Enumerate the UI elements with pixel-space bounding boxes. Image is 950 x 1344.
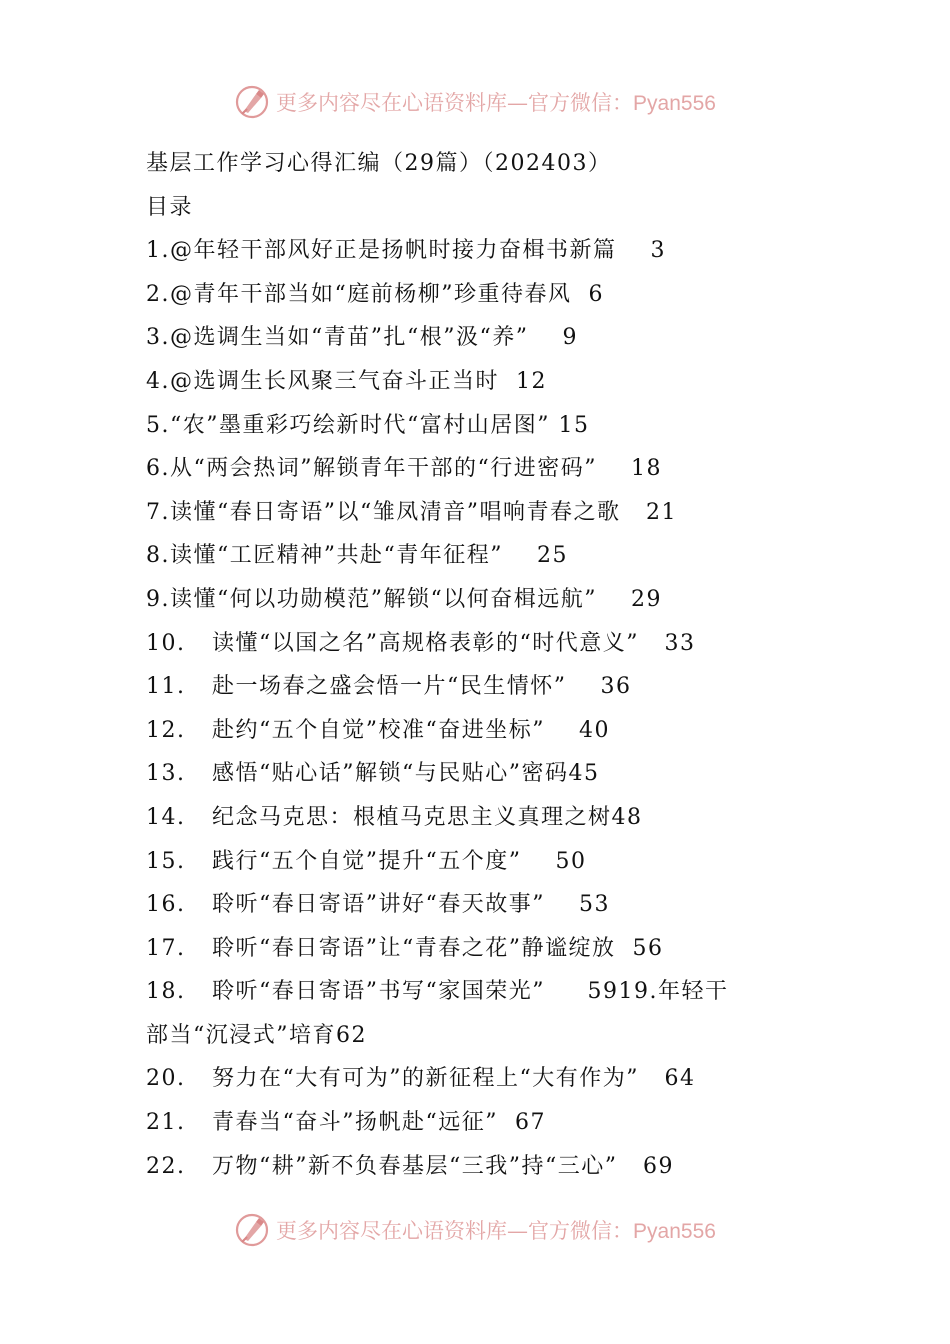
footer-watermark-text: 更多内容尽在心语资料库—官方微信：Pyan556: [276, 1219, 716, 1243]
toc-entry[interactable]: [146, 1145, 806, 1189]
toc-entry-page-number: 62: [336, 1022, 367, 1048]
toc-entry[interactable]: [146, 840, 806, 884]
toc-entry[interactable]: [146, 534, 806, 578]
toc-entry-gap: [498, 1101, 515, 1145]
toc-entry-gap: [499, 360, 516, 404]
toc-entry-page-number: 33: [664, 630, 696, 656]
toc-entry-number: 4.: [146, 368, 170, 394]
toc-entry-page-number: 56: [632, 935, 664, 961]
toc-entry-page-number: 67: [515, 1110, 546, 1136]
toc-entry-number: 8.: [146, 543, 170, 569]
toc-entry[interactable]: [146, 622, 806, 666]
toc-entry-number: 11.: [146, 674, 186, 700]
toc-entry-title: 赴一场春之盛会悟一片“民生情怀”: [212, 674, 567, 700]
toc-entry-title: 聆听“春日寄语”让“青春之花”静谧绽放: [212, 935, 616, 961]
toc-entry-title: 青春当“奋斗”扬帆赴“远征”: [212, 1110, 498, 1136]
toc-entry-gap: [639, 622, 664, 666]
toc-entry-title: @青年干部当如“庭前杨柳”珍重待春风: [170, 281, 572, 307]
toc-entry[interactable]: [146, 883, 806, 927]
toc-entry-title: 读懂“春日寄语”以“雏凤清音”唱响青春之歌: [170, 499, 621, 525]
toc-entry-number: 17.: [146, 935, 186, 961]
toc-entry-title: 万物“耕”新不负春基层“三我”持“三心”: [212, 1153, 618, 1179]
toc-entry-number: 3.: [146, 325, 170, 351]
header-watermark-text: 更多内容尽在心语资料库—官方微信：Pyan556: [276, 91, 716, 115]
footer-watermark-inner: [234, 1212, 716, 1248]
toc-entry[interactable]: [146, 709, 806, 753]
toc-entry-page-number: 18: [630, 456, 662, 482]
toc-entry-title: 读懂“工匠精神”共赴“青年征程”: [170, 543, 503, 569]
toc-entry-title: “农”墨重彩巧绘新时代“富村山居图”: [170, 412, 550, 438]
toc-entry[interactable]: [146, 1014, 806, 1058]
toc-entry-number: 6.: [146, 456, 170, 482]
toc-entry[interactable]: [146, 665, 806, 709]
toc-entry-page-number: 36: [600, 674, 632, 700]
toc-entry-gap: [639, 1057, 664, 1101]
document-body: [146, 142, 806, 1188]
toc-entry-number: 7.: [146, 499, 170, 525]
toc-entry-page-number: 15: [558, 412, 590, 438]
footer-watermark-banner: [0, 1208, 950, 1252]
toc-entry-title: 读懂“何以功勋模范”解锁“以何奋楫远航”: [170, 586, 597, 612]
toc-entry[interactable]: [146, 491, 806, 535]
toc-entry-gap: [545, 709, 579, 753]
toc-entry-gap: [616, 927, 633, 971]
toc-entry-gap: [597, 447, 631, 491]
toc-entry[interactable]: [146, 316, 806, 360]
toc-entry-page-number: 64: [664, 1066, 696, 1092]
toc-entry-page-number: 3: [650, 238, 666, 264]
toc-entry-number: 1.: [146, 238, 170, 264]
toc-entry-title: 践行“五个自觉”提升“五个度”: [212, 848, 522, 874]
toc-heading: 目录: [146, 194, 194, 220]
toc-entry-page-number: 25: [536, 543, 568, 569]
toc-entry-number: 2.: [146, 281, 170, 307]
toc-entry-gap: [572, 273, 589, 317]
toc-entry-number: 22.: [146, 1153, 186, 1179]
toc-entry-number: 12.: [146, 717, 186, 743]
toc-entry-gap: [545, 883, 579, 927]
toc-entry-number: 13.: [146, 761, 186, 787]
toc-entry-number: 9.: [146, 586, 170, 612]
toc-entry-gap: [503, 534, 537, 578]
toc-entry[interactable]: [146, 927, 806, 971]
toc-entry-title: 赴约“五个自觉”校准“奋进坐标”: [212, 717, 545, 743]
toc-entry-number: 18.: [146, 979, 186, 1005]
toc-entry[interactable]: [146, 578, 806, 622]
toc-entry-number: 5.: [146, 412, 170, 438]
toc-entry-page-number: 48: [611, 804, 643, 830]
document-title: 基层工作学习心得汇编（29篇）（202403）: [146, 151, 612, 176]
toc-entry-number: 15.: [146, 848, 186, 874]
toc-entry-title: 感悟“贴心话”解锁“与民贴心”密码: [212, 761, 569, 787]
toc-entry[interactable]: [146, 273, 806, 317]
toc-entry-gap: [617, 1145, 642, 1189]
toc-entry-page-number: 45: [568, 761, 600, 787]
toc-entry-number: 21.: [146, 1110, 186, 1136]
toc-entry[interactable]: [146, 796, 806, 840]
toc-entry-gap: [550, 404, 559, 448]
toc-entry[interactable]: [146, 752, 806, 796]
toc-entry[interactable]: [146, 1057, 806, 1101]
toc-entry-number: 10.: [146, 630, 186, 656]
toc-list: [146, 229, 806, 1188]
toc-entry-title: @年轻干部风好正是扬帆时接力奋楫书新篇: [170, 238, 617, 264]
toc-entry-gap: [545, 970, 587, 1014]
toc-entry-page-number: 69: [642, 1153, 674, 1179]
toc-entry-page-number: 53: [578, 892, 610, 918]
header-watermark-banner: [0, 80, 950, 124]
toc-entry[interactable]: [146, 404, 806, 448]
toc-entry-gap: [617, 229, 651, 273]
toc-entry[interactable]: [146, 229, 806, 273]
toc-entry-number: 20.: [146, 1066, 186, 1092]
toc-entry-page-number: 50: [555, 848, 587, 874]
toc-entry-gap: [528, 316, 562, 360]
toc-entry-title: 部当“沉浸式”培育: [146, 1022, 336, 1048]
toc-entry-page-number: 5919.年轻干: [587, 979, 729, 1005]
toc-entry-gap: [621, 491, 646, 535]
pen-nib-logo-icon: [234, 84, 270, 120]
toc-entry[interactable]: [146, 970, 806, 1014]
toc-entry-page-number: 29: [630, 586, 662, 612]
toc-entry-gap: [597, 578, 631, 622]
toc-entry-title: 聆听“春日寄语”讲好“春天故事”: [212, 892, 545, 918]
toc-entry-title: 纪念马克思：根植马克思主义真理之树: [212, 804, 612, 830]
toc-entry-page-number: 40: [578, 717, 610, 743]
toc-entry-number: 14.: [146, 804, 186, 830]
toc-entry-number: 16.: [146, 892, 186, 918]
toc-entry-page-number: 12: [516, 368, 548, 394]
toc-entry-page-number: 6: [588, 281, 604, 307]
toc-entry[interactable]: [146, 447, 806, 491]
toc-entry[interactable]: [146, 1101, 806, 1145]
toc-entry-gap: [567, 665, 601, 709]
toc-entry-title: 聆听“春日寄语”书写“家国荣光”: [212, 979, 545, 1005]
toc-entry-page-number: 21: [645, 499, 677, 525]
toc-entry-title: @选调生长风聚三气奋斗正当时: [170, 368, 500, 394]
toc-entry-gap: [522, 840, 556, 884]
toc-entry-title: 读懂“以国之名”高规格表彰的“时代意义”: [212, 630, 639, 656]
pen-nib-logo-icon: [234, 1212, 270, 1248]
header-watermark-inner: [234, 84, 716, 120]
toc-entry[interactable]: [146, 360, 806, 404]
toc-entry-title: 从“两会热词”解锁青年干部的“行进密码”: [170, 456, 597, 482]
toc-entry-page-number: 9: [562, 325, 578, 351]
toc-entry-title: @选调生当如“青苗”扎“根”汲“养”: [170, 325, 529, 351]
toc-entry-title: 努力在“大有可为”的新征程上“大有作为”: [212, 1066, 639, 1092]
